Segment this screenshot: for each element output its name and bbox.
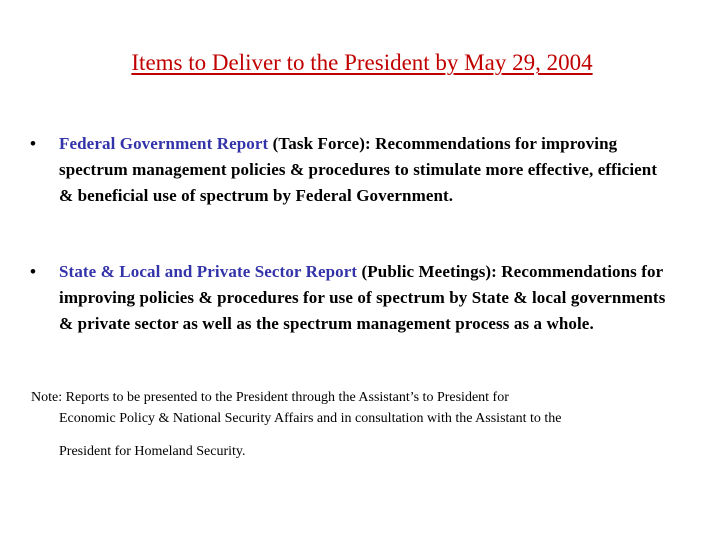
footnote-line-3: President for Homeland Security. [59,444,246,459]
footnote-line-1: Note: Reports to be presented to the President through the Assistant’s to President for [31,390,509,405]
slide-title [0,48,720,78]
bullet-marker: • [30,262,37,281]
bullet-highlight-state-local: State & Local and Private Sector Report [59,262,358,281]
bullet-text [59,259,670,337]
bullet-item-state-local-report [30,259,670,337]
bullet-body-federal: (Task Force): Recommendations for improving spectrum management policies & procedures to stimulate more effective, efficient & beneficial use of spectrum by Federal Government. [59,134,658,205]
footnote-line-2: Economic Policy & National Security Affairs and in consultation with the Assistant to the [59,411,562,426]
bullet-marker: • [30,134,37,153]
bullet-text [59,131,670,209]
bullet-highlight-federal: Federal Government Report [59,134,269,153]
footnote [31,387,691,462]
slide-title-text: Items to Deliver to the President by May 29, 2004 [131,50,593,75]
bullet-item-federal-report [30,131,670,209]
bullet-body-state-local: (Public Meetings): Recommendations for improving policies & procedures for use of spectrum by State & local governments & private sector as well as the spectrum management process as a whole. [59,262,666,333]
